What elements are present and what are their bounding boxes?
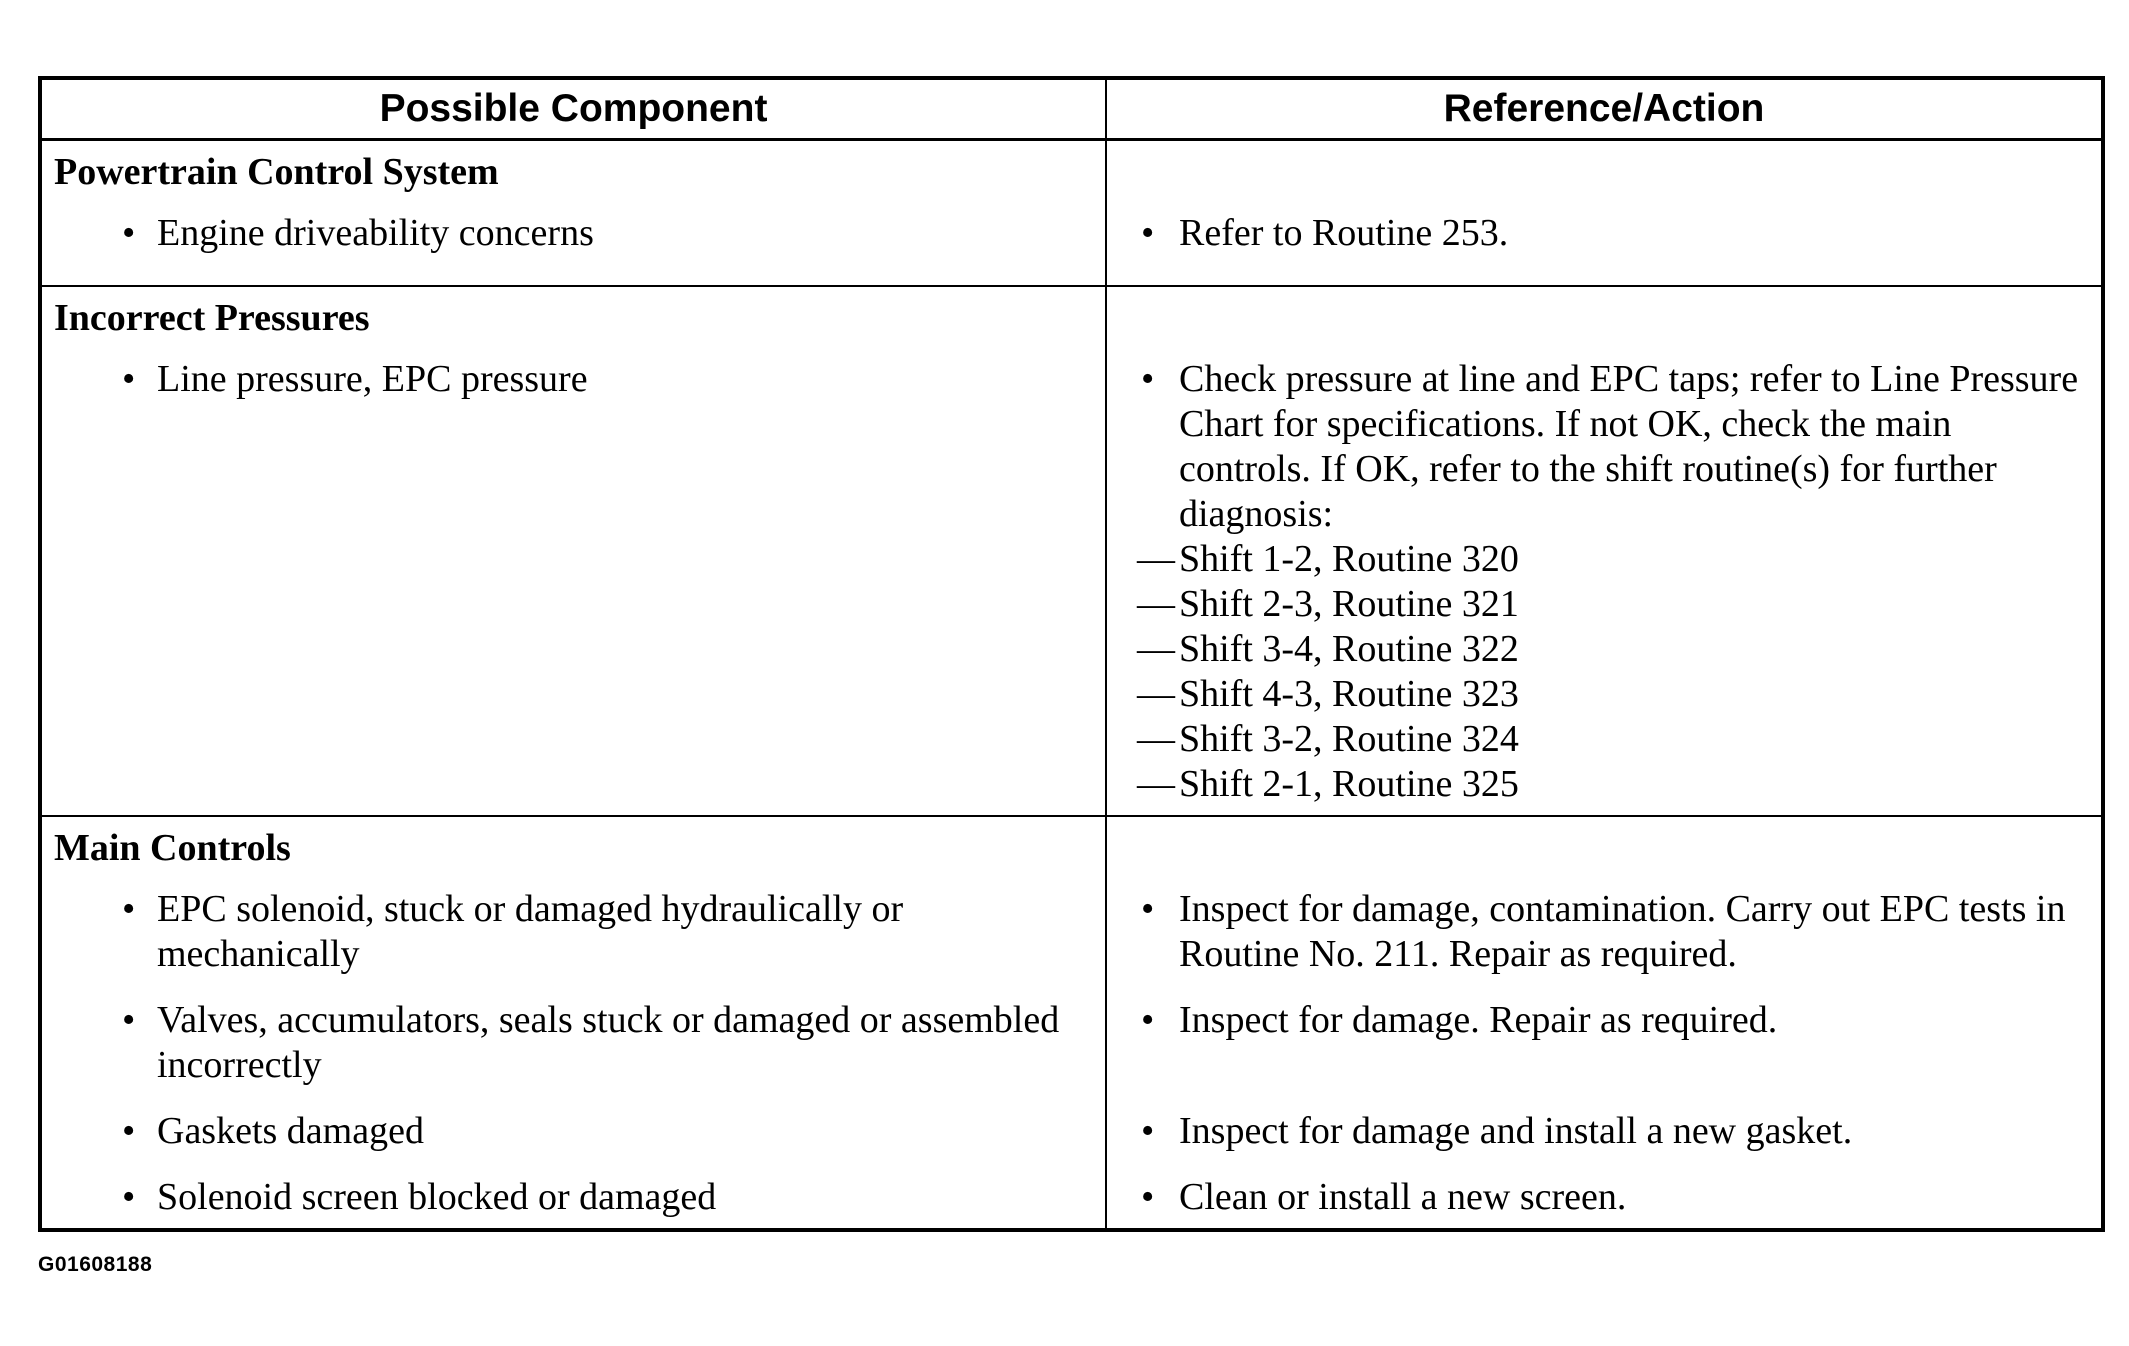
component-text: EPC solenoid, stuck or damaged hydraulically or mechanically bbox=[157, 888, 904, 975]
header-possible-component: Possible Component bbox=[40, 78, 1106, 140]
header-reference-action: Reference/Action bbox=[1106, 78, 2103, 140]
table-header-row bbox=[40, 78, 2103, 140]
bullet-icon: • bbox=[122, 358, 136, 400]
bullet-icon: • bbox=[122, 888, 136, 930]
shift-routine-text: Shift 3-2, Routine 324 bbox=[1179, 718, 1519, 760]
reference-text: Inspect for damage. Repair as required. bbox=[1179, 999, 1778, 1041]
group-title-powertrain: Powertrain Control System bbox=[54, 151, 499, 193]
bullet-icon: • bbox=[1141, 888, 1155, 930]
component-text: Engine driveability concerns bbox=[157, 212, 594, 254]
reference-item bbox=[1119, 1109, 2091, 1154]
group-title-main-controls: Main Controls bbox=[54, 827, 291, 869]
bullet-icon: • bbox=[1141, 1110, 1155, 1152]
shift-routine-item bbox=[1119, 717, 2091, 762]
shift-routine-text: Shift 1-2, Routine 320 bbox=[1179, 538, 1519, 580]
component-text: Line pressure, EPC pressure bbox=[157, 358, 588, 400]
bullet-icon: • bbox=[1141, 999, 1155, 1041]
shift-routine-text: Shift 4-3, Routine 323 bbox=[1179, 673, 1519, 715]
component-item bbox=[54, 887, 1095, 977]
component-item bbox=[54, 1175, 1095, 1220]
component-text: Gaskets damaged bbox=[157, 1110, 424, 1152]
dash-icon: — bbox=[1137, 718, 1175, 760]
figure-code: G01608188 bbox=[38, 1253, 153, 1276]
bullet-icon: • bbox=[122, 1176, 136, 1218]
dash-icon: — bbox=[1137, 673, 1175, 715]
component-text: Solenoid screen blocked or damaged bbox=[157, 1176, 717, 1218]
reference-text: Inspect for damage, contamination. Carry out EPC tests in Routine No. 211. Repair as required. bbox=[1179, 888, 2066, 975]
dash-icon: — bbox=[1137, 538, 1175, 580]
bullet-icon: • bbox=[122, 999, 136, 1041]
shift-routine-text: Shift 2-3, Routine 321 bbox=[1179, 583, 1519, 625]
table-row bbox=[40, 286, 2103, 816]
component-item bbox=[54, 211, 1095, 256]
reference-cell bbox=[1106, 286, 2103, 816]
component-item bbox=[54, 357, 1095, 402]
shift-routine-text: Shift 2-1, Routine 325 bbox=[1179, 763, 1519, 805]
component-item bbox=[54, 998, 1095, 1088]
shift-routine-item bbox=[1119, 672, 2091, 717]
table-row bbox=[40, 816, 2103, 1230]
reference-cell bbox=[1106, 140, 2103, 287]
shift-routine-item bbox=[1119, 762, 2091, 807]
bullet-icon: • bbox=[1141, 212, 1155, 254]
table-row bbox=[40, 140, 2103, 287]
reference-item bbox=[1119, 211, 2091, 256]
dash-icon: — bbox=[1137, 628, 1175, 670]
shift-routine-text: Shift 3-4, Routine 322 bbox=[1179, 628, 1519, 670]
bullet-icon: • bbox=[122, 212, 136, 254]
reference-cell bbox=[1106, 816, 2103, 1230]
diagnosis-table bbox=[38, 76, 2105, 1232]
group-title-incorrect-pressures: Incorrect Pressures bbox=[54, 297, 370, 339]
bullet-icon: • bbox=[122, 1110, 136, 1152]
dash-icon: — bbox=[1137, 763, 1175, 805]
component-cell bbox=[40, 816, 1106, 1230]
shift-routine-item bbox=[1119, 537, 2091, 582]
shift-routine-item bbox=[1119, 582, 2091, 627]
reference-text: Check pressure at line and EPC taps; refer to Line Pressure Chart for specifications. If not OK, check the main controls. If OK, refer to the shift routine(s) for further diagnosis: bbox=[1179, 358, 2079, 535]
reference-text: Clean or install a new screen. bbox=[1179, 1176, 1627, 1218]
reference-item bbox=[1119, 998, 2091, 1043]
component-cell bbox=[40, 286, 1106, 816]
bullet-icon: • bbox=[1141, 358, 1155, 400]
reference-item bbox=[1119, 357, 2091, 537]
component-item bbox=[54, 1109, 1095, 1154]
reference-text: Inspect for damage and install a new gasket. bbox=[1179, 1110, 1853, 1152]
reference-text: Refer to Routine 253. bbox=[1179, 212, 1509, 254]
dash-icon: — bbox=[1137, 583, 1175, 625]
shift-routine-item bbox=[1119, 627, 2091, 672]
reference-item bbox=[1119, 887, 2091, 977]
bullet-icon: • bbox=[1141, 1176, 1155, 1218]
reference-item bbox=[1119, 1175, 2091, 1220]
component-cell bbox=[40, 140, 1106, 287]
component-text: Valves, accumulators, seals stuck or damaged or assembled incorrectly bbox=[157, 999, 1060, 1086]
